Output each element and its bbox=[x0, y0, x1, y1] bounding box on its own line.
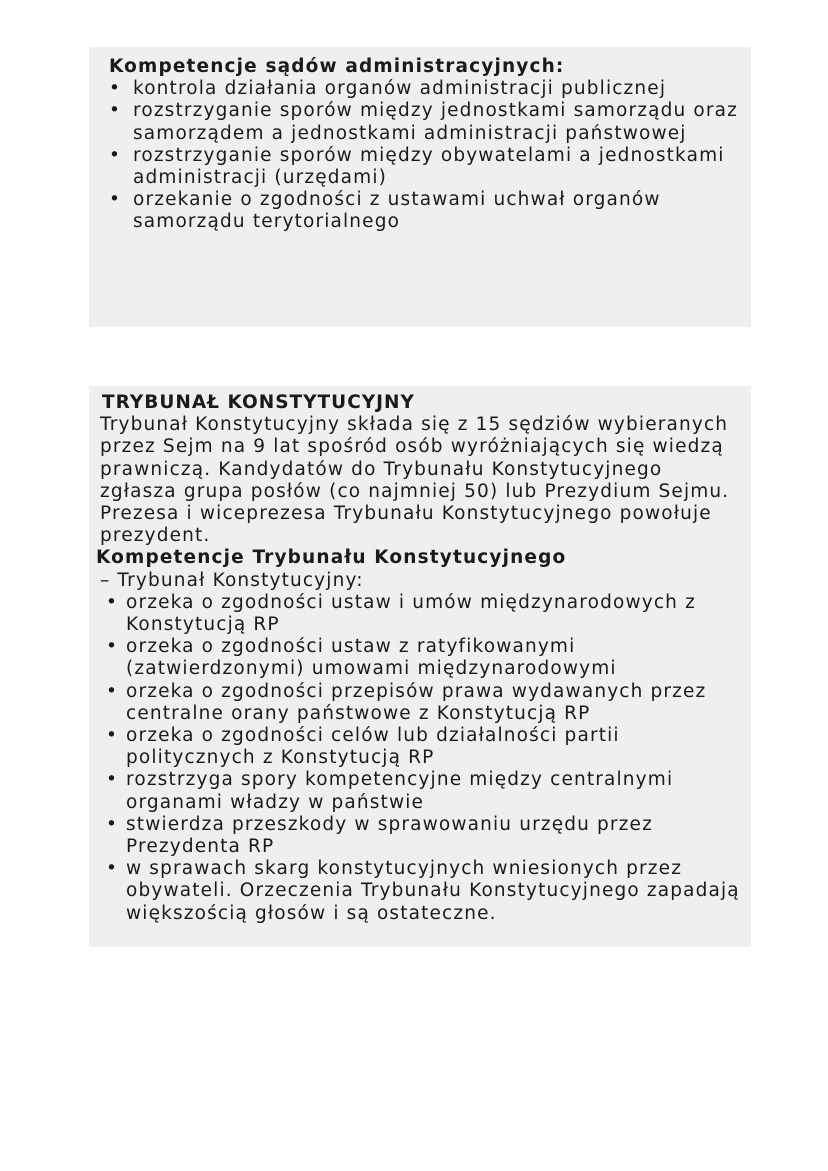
list-item: • orzeka o zgodności przepisów prawa wydawanych przez centralne orany państwowe z Konstytucją RP bbox=[106, 680, 707, 724]
bullet-icon: • bbox=[106, 591, 119, 613]
section-title: TRYBUNAŁ KONSTYTUCYJNY bbox=[102, 392, 415, 413]
list-item: • rozstrzyganie sporów między jednostkami samorządu oraz samorządem a jednostkami administracji państwowej bbox=[109, 100, 739, 144]
bullet-icon: • bbox=[109, 189, 122, 211]
tribunal-competences-list bbox=[96, 592, 746, 925]
list-item: • orzeka o zgodności ustaw z ratyfikowanymi (zatwierdzonymi) umowami międzynarodowymi bbox=[106, 636, 617, 680]
list-item: • rozstrzyganie sporów między obywatelami a jednostkami administracji (urzędami) bbox=[109, 144, 725, 189]
competences-list bbox=[109, 78, 749, 233]
list-item: • rozstrzyga spory kompetencyjne między centralnymi organami władzy w państwie bbox=[106, 769, 674, 813]
bullet-icon: • bbox=[109, 100, 122, 122]
section-heading: Kompetencje sądów administracyjnych: bbox=[109, 56, 565, 77]
bullet-icon: • bbox=[106, 636, 119, 658]
list-item: • orzeka o zgodności ustaw i umów międzynarodowych z Konstytucją RP bbox=[106, 591, 696, 636]
subheading: Kompetencje Trybunału Konstytucyjnego bbox=[96, 547, 567, 569]
list-item: • w sprawach skarg konstytucyjnych wniesionych przez obywateli. Orzeczenia Trybunału Konstytucyjnego zapadają większością głosów i są ostateczne. bbox=[106, 858, 740, 924]
bullet-icon: • bbox=[109, 144, 122, 166]
section-administrative-courts bbox=[109, 56, 749, 234]
intro-paragraph: Trybunał Konstytucyjny składa się z 15 sędziów wybieranych przez Sejm na 9 lat spośród osób wyróżniających się wiedzą prawniczą. Kandydatów do Trybunału Konstytucyjnego zgłasza grupa posłów (co najmniej 50) lub Prezydium Sejmu. Prezesa i wiceprezesa Trybunału Konstytucyjnego powołuje prezydent. bbox=[100, 414, 730, 547]
bullet-icon: • bbox=[106, 813, 119, 835]
bullet-icon: • bbox=[109, 78, 122, 100]
bullet-icon: • bbox=[106, 858, 119, 880]
bullet-icon: • bbox=[106, 725, 119, 747]
list-item: • orzekanie o zgodności z ustawami uchwał organów samorządu terytorialnego bbox=[109, 189, 661, 233]
list-item: • kontrola działania organów administracji publicznej bbox=[109, 78, 667, 100]
lead-text: – Trybunał Konstytucyjny: bbox=[100, 569, 364, 591]
bullet-icon: • bbox=[106, 680, 119, 702]
bullet-icon: • bbox=[106, 769, 119, 791]
list-item: • stwierdza przeszkody w sprawowaniu urzędu przez Prezydenta RP bbox=[106, 813, 653, 858]
list-item: • orzeka o zgodności celów lub działalności partii politycznych z Konstytucją RP bbox=[106, 725, 620, 769]
section-constitutional-tribunal bbox=[96, 392, 746, 925]
